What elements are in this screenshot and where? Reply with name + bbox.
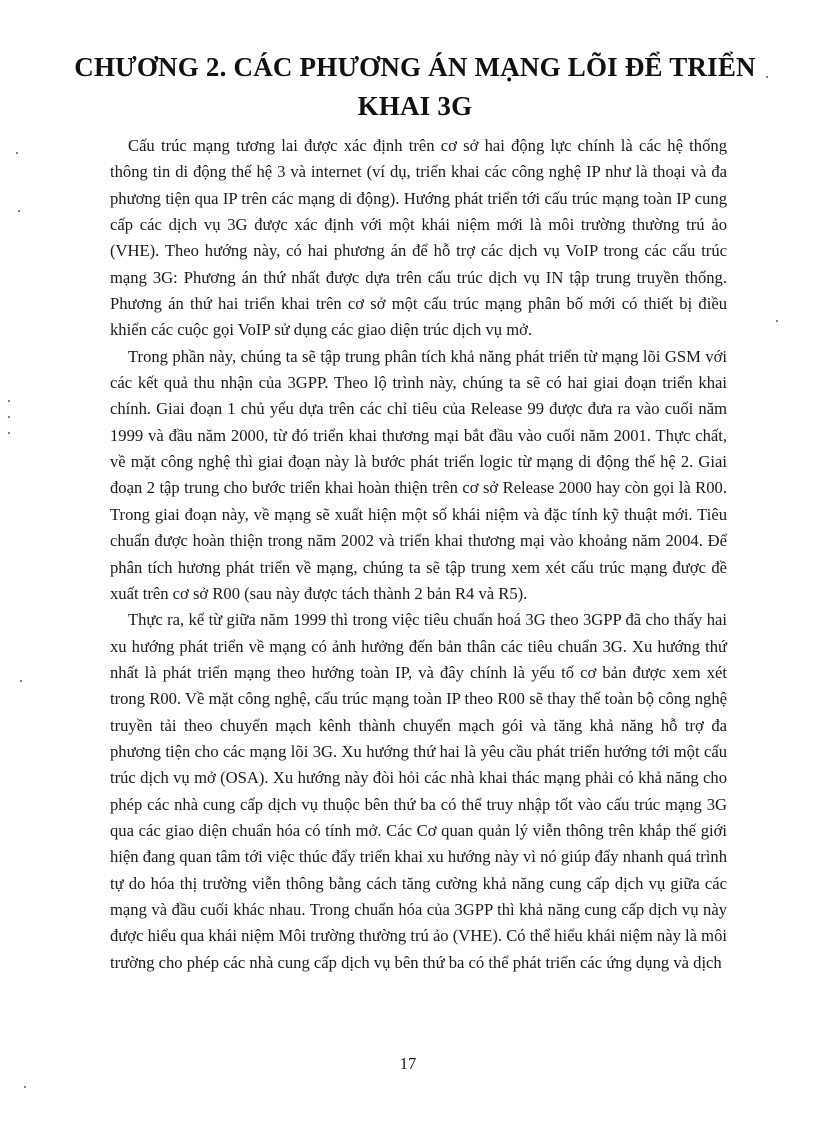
scan-speck [24,1086,26,1088]
scan-speck [8,400,10,402]
paragraph-2: Trong phần này, chúng ta sẽ tập trung phân tích khả năng phát triển từ mạng lõi GSM với các kết quả thu nhận của 3GPP. Theo lộ trình này, chúng ta sẽ có hai giai đoạn triển khai chính. Giai đoạn 1 chủ yếu dựa trên các chỉ tiêu của Release 99 được đưa ra vào cuối năm 1999 và đầu năm 2000, từ đó triển khai thương mại bắt đầu vào cuối năm 2001. Thực chất, về mặt công nghệ thì giai đoạn này là bước phát triển logic từ mạng di động thế hệ 2. Giai đoạn 2 tập trung cho bước triển khai hoàn thiện trên cơ sở Release 2000 hay còn gọi là R00. Trong giai đoạn này, về mạng sẽ xuất hiện một số khái niệm và đặc tính kỹ thuật mới. Tiêu chuẩn được hoàn thiện trong năm 2002 và triển khai thương mại vào khoảng năm 2004. Để phân tích hương phát triển về mạng, chúng ta sẽ tập trung xem xét cấu trúc mạng được đề xuất trên cơ sở R00 (sau này được tách thành 2 bản R4 và R5). [110,346,727,603]
scan-speck [8,416,10,418]
scan-speck [8,432,10,434]
chapter-title-line-1: CHƯƠNG 2. CÁC PHƯƠNG ÁN MẠNG LÕI ĐỂ TRIỂN [74,52,756,82]
scan-speck [776,320,778,322]
chapter-title-line-2: KHAI 3G [357,91,473,121]
paragraph-3: Thực ra, kể từ giữa năm 1999 thì trong việc tiêu chuẩn hoá 3G theo 3GPP đã cho thấy hai xu hướng phát triển về mạng có ảnh hưởng đến bản thân các tiêu chuẩn 3G. Xu hướng thứ nhất là phát triển mạng theo hướng toàn IP, và đây chính là yếu tố cơ bản được xem xét trong R00. Về mặt công nghệ, cấu trúc mạng toàn IP theo R00 sẽ thay thế toàn bộ công nghệ truyền tải theo chuyển mạch kênh thành chuyển mạch gói và tăng khả năng hỗ trợ đa phương tiện cho các mạng lõi 3G. Xu hướng thứ hai là yêu cầu phát triển hướng tới một cấu trúc dịch vụ mở (OSA). Xu hướng này đòi hỏi các nhà khai thác mạng phải có khả năng cho phép các nhà cung cấp dịch vụ thuộc bên thứ ba có thể truy nhập tốt vào cấu trúc mạng 3G qua các giao diện chuẩn hóa có tính mở. Các Cơ quan quản lý viễn thông trên khắp thế giới hiện đang quan tâm tới việc thúc đẩy triển khai xu hướng này vì nó giúp đẩy nhanh quá trình tự do hóa thị trường viễn thông bằng cách tăng cường khả năng cung cấp dịch vụ giữa các mạng và đầu cuối khác nhau. Trong chuẩn hóa của 3GPP thì khả năng cung cấp dịch vụ này được hiểu qua khái niệm Môi trường thường trú ảo (VHE). Có thể hiểu khái niệm này là môi trường cho phép các nhà cung cấp dịch vụ bên thứ ba có thể phát triển các ứng dụng và dịch [110,610,727,972]
scan-speck [18,210,20,212]
page-number: 17 [399,1054,417,1073]
scan-speck [20,680,22,682]
scan-speck [766,76,768,78]
body-text [110,133,727,976]
paragraph-1: Cấu trúc mạng tương lai được xác định trên cơ sở hai động lực chính là các hệ thống thông tin di động thế hệ 3 và internet (ví dụ, triển khai các công nghệ IP như là thoại và đa phương tiện qua IP trên các mạng di động). Hướng phát triển tới cấu trúc mạng toàn IP cung cấp các dịch vụ 3G được xác định với một khái niệm mới là môi trường thường trú ảo (VHE). Theo hướng này, có hai phương án để hỗ trợ các dịch vụ VoIP trong các cấu trúc mạng 3G: Phương án thứ nhất được dựa trên cấu trúc dịch vụ IN tập trung truyền thống. Phương án thứ hai triển khai trên cơ sở một cấu trúc mạng phân bố mới có thiết bị điều khiển các cuộc gọi VoIP sử dụng các giao diện trúc dịch vụ mở. [110,136,727,340]
scan-speck [16,152,18,154]
